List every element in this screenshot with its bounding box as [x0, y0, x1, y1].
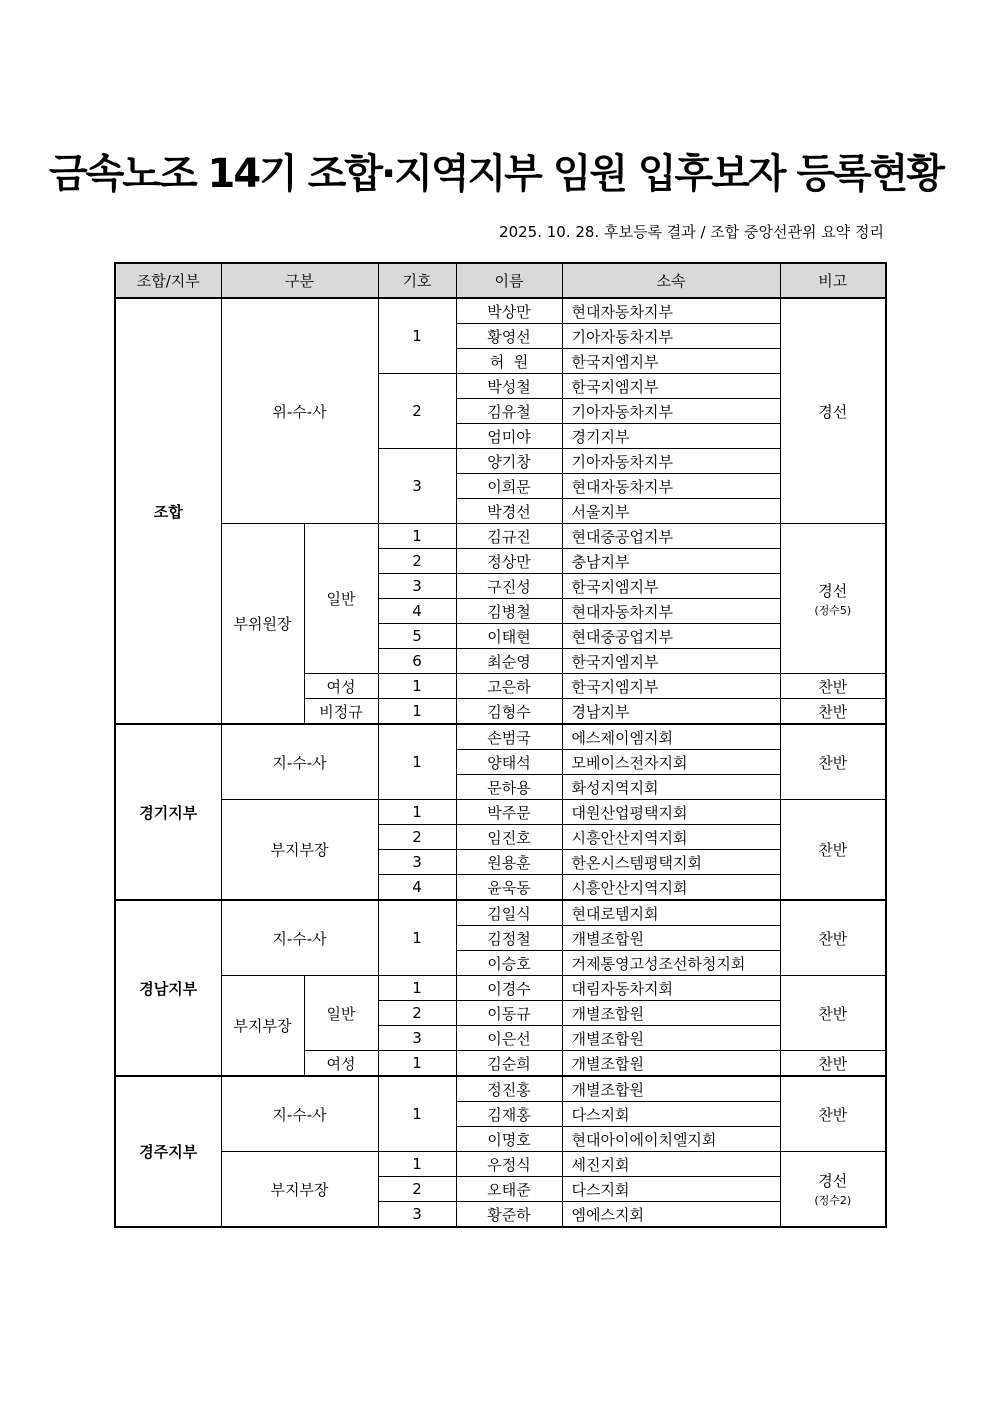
- category-label: 부지부장: [221, 1152, 378, 1228]
- slate-number: 6: [378, 649, 456, 674]
- candidate-name: 고은하: [456, 674, 562, 699]
- candidate-affiliation: 개별조합원: [562, 1001, 780, 1026]
- category-label: 부지부장: [221, 800, 378, 901]
- candidate-name: 박상만: [456, 298, 562, 324]
- slate-number: 1: [378, 524, 456, 549]
- candidate-name: 이태현: [456, 624, 562, 649]
- candidate-affiliation: 대원산업평택지회: [562, 800, 780, 825]
- note-sub: (정수5): [814, 603, 852, 617]
- candidate-affiliation: 대림자동차지회: [562, 976, 780, 1001]
- table-row: [115, 900, 886, 926]
- candidate-name: 박성철: [456, 374, 562, 399]
- candidate-affiliation: 현대로템지회: [562, 900, 780, 926]
- note: 찬반: [780, 800, 886, 901]
- slate-number: 4: [378, 599, 456, 624]
- candidate-name: 이승호: [456, 951, 562, 976]
- table-row: [115, 1076, 886, 1102]
- slate-number: 1: [378, 800, 456, 825]
- candidate-table: [114, 262, 887, 1228]
- slate-number: 3: [378, 1202, 456, 1228]
- subcategory-label: 여성: [304, 674, 378, 699]
- slate-number: 1: [378, 674, 456, 699]
- candidate-name: 김정철: [456, 926, 562, 951]
- candidate-affiliation: 기아자동차지부: [562, 449, 780, 474]
- candidate-affiliation: 한국지엠지부: [562, 349, 780, 374]
- candidate-affiliation: 화성지역지회: [562, 775, 780, 800]
- candidate-affiliation: 다스지회: [562, 1177, 780, 1202]
- candidate-affiliation: 경기지부: [562, 424, 780, 449]
- candidate-affiliation: 세진지회: [562, 1152, 780, 1177]
- candidate-name: 이명호: [456, 1127, 562, 1152]
- candidate-name: 윤욱동: [456, 875, 562, 901]
- group-label: 경기지부: [115, 724, 221, 900]
- group-label: 경주지부: [115, 1076, 221, 1227]
- table-header-row: [115, 263, 886, 298]
- header-union: 조합/지부: [115, 263, 221, 298]
- candidate-affiliation: 모베이스전자지회: [562, 750, 780, 775]
- candidate-affiliation: 시흥안산지역지회: [562, 875, 780, 901]
- candidate-affiliation: 현대아이에이치엘지회: [562, 1127, 780, 1152]
- candidate-affiliation: 한국지엠지부: [562, 374, 780, 399]
- note-sub: (정수2): [814, 1194, 852, 1207]
- candidate-affiliation: 시흥안산지역지회: [562, 825, 780, 850]
- candidate-name: 정상만: [456, 549, 562, 574]
- candidate-affiliation: 한온시스템평택지회: [562, 850, 780, 875]
- note: 찬반: [780, 1051, 886, 1077]
- table-row: [115, 524, 886, 549]
- table-row: [115, 298, 886, 324]
- candidate-name: 김형수: [456, 699, 562, 725]
- note: [780, 1152, 886, 1228]
- slate-number: 5: [378, 624, 456, 649]
- candidate-affiliation: 개별조합원: [562, 1076, 780, 1102]
- candidate-affiliation: 현대중공업지부: [562, 624, 780, 649]
- candidate-name: 김재홍: [456, 1102, 562, 1127]
- subcategory-label: 여성: [304, 1051, 378, 1077]
- candidate-name: 허 원: [456, 349, 562, 374]
- candidate-name: 손범국: [456, 724, 562, 750]
- candidate-affiliation: 한국지엠지부: [562, 674, 780, 699]
- candidate-name: 박주문: [456, 800, 562, 825]
- candidate-name: 이은선: [456, 1026, 562, 1051]
- header-affiliation: 소속: [562, 263, 780, 298]
- slate-number: 4: [378, 875, 456, 901]
- candidate-affiliation: 한국지엠지부: [562, 649, 780, 674]
- candidate-affiliation: 에스제이엠지회: [562, 724, 780, 750]
- category-label: 위-수-사: [221, 298, 378, 524]
- candidate-name: 김일식: [456, 900, 562, 926]
- subcategory-label: 일반: [304, 524, 378, 674]
- candidate-name: 정진홍: [456, 1076, 562, 1102]
- candidate-name: 엄미야: [456, 424, 562, 449]
- page-subtitle: 2025. 10. 28. 후보등록 결과 / 조합 중앙선관위 요약 정리: [499, 223, 884, 241]
- slate-number: 1: [378, 900, 456, 976]
- candidate-name: 김순희: [456, 1051, 562, 1077]
- candidate-name: 김병철: [456, 599, 562, 624]
- note: 찬반: [780, 1076, 886, 1152]
- candidate-name: 박경선: [456, 499, 562, 524]
- note-main: 경선: [818, 581, 848, 600]
- candidate-affiliation: 기아자동차지부: [562, 324, 780, 349]
- candidate-affiliation: 개별조합원: [562, 1026, 780, 1051]
- candidate-affiliation: 서울지부: [562, 499, 780, 524]
- candidate-name: 김유철: [456, 399, 562, 424]
- table-row: [115, 724, 886, 750]
- candidate-affiliation: 다스지회: [562, 1102, 780, 1127]
- candidate-name: 이경수: [456, 976, 562, 1001]
- slate-number: 1: [378, 976, 456, 1001]
- category-label: 지-수-사: [221, 900, 378, 976]
- slate-number: 1: [378, 1152, 456, 1177]
- header-note: 비고: [780, 263, 886, 298]
- page-title: 금속노조 14기 조합·지역지부 임원 입후보자 등록현황: [49, 151, 943, 197]
- category-label: 지-수-사: [221, 1076, 378, 1152]
- header-name: 이름: [456, 263, 562, 298]
- candidate-name: 구진성: [456, 574, 562, 599]
- group-label: 경남지부: [115, 900, 221, 1076]
- candidate-name: 김규진: [456, 524, 562, 549]
- slate-number: 2: [378, 1177, 456, 1202]
- note: 경선: [780, 298, 886, 524]
- header-number: 기호: [378, 263, 456, 298]
- note: 찬반: [780, 699, 886, 725]
- candidate-name: 원용훈: [456, 850, 562, 875]
- slate-number: 3: [378, 449, 456, 524]
- note: 찬반: [780, 674, 886, 699]
- slate-number: 3: [378, 1026, 456, 1051]
- candidate-affiliation: 기아자동차지부: [562, 399, 780, 424]
- candidate-affiliation: 현대자동차지부: [562, 474, 780, 499]
- slate-number: 2: [378, 374, 456, 449]
- candidate-name: 황준하: [456, 1202, 562, 1228]
- category-label: 부위원장: [221, 524, 304, 725]
- candidate-affiliation: 개별조합원: [562, 926, 780, 951]
- category-label: 지-수-사: [221, 724, 378, 800]
- slate-number: 1: [378, 1051, 456, 1077]
- slate-number: 1: [378, 724, 456, 800]
- note: [780, 524, 886, 674]
- table-row: [115, 1152, 886, 1177]
- note-main: 경선: [818, 1172, 848, 1190]
- note: 찬반: [780, 724, 886, 800]
- candidate-affiliation: 엠에스지회: [562, 1202, 780, 1228]
- subcategory-label: 일반: [304, 976, 378, 1051]
- slate-number: 2: [378, 825, 456, 850]
- candidate-name: 이동규: [456, 1001, 562, 1026]
- table-row: [115, 976, 886, 1001]
- slate-number: 2: [378, 1001, 456, 1026]
- group-label: 조합: [115, 298, 221, 724]
- candidate-name: 양태석: [456, 750, 562, 775]
- slate-number: 3: [378, 574, 456, 599]
- candidate-name: 이희문: [456, 474, 562, 499]
- candidate-name: 황영선: [456, 324, 562, 349]
- subcategory-label: 비정규: [304, 699, 378, 725]
- category-label: 부지부장: [221, 976, 304, 1077]
- candidate-affiliation: 현대중공업지부: [562, 524, 780, 549]
- header-category: 구분: [221, 263, 378, 298]
- candidate-name: 임진호: [456, 825, 562, 850]
- candidate-name: 우정식: [456, 1152, 562, 1177]
- candidate-name: 오태준: [456, 1177, 562, 1202]
- candidate-affiliation: 경남지부: [562, 699, 780, 725]
- slate-number: 1: [378, 298, 456, 374]
- slate-number: 2: [378, 549, 456, 574]
- table-row: [115, 800, 886, 825]
- note: 찬반: [780, 900, 886, 976]
- note: 찬반: [780, 976, 886, 1051]
- slate-number: 3: [378, 850, 456, 875]
- candidate-affiliation: 현대자동차지부: [562, 298, 780, 324]
- candidate-affiliation: 개별조합원: [562, 1051, 780, 1077]
- candidate-affiliation: 충남지부: [562, 549, 780, 574]
- slate-number: 1: [378, 699, 456, 725]
- candidate-name: 최순영: [456, 649, 562, 674]
- candidate-name: 양기창: [456, 449, 562, 474]
- candidate-affiliation: 거제통영고성조선하청지회: [562, 951, 780, 976]
- candidate-affiliation: 한국지엠지부: [562, 574, 780, 599]
- candidate-name: 문하용: [456, 775, 562, 800]
- candidate-affiliation: 현대자동차지부: [562, 599, 780, 624]
- slate-number: 1: [378, 1076, 456, 1152]
